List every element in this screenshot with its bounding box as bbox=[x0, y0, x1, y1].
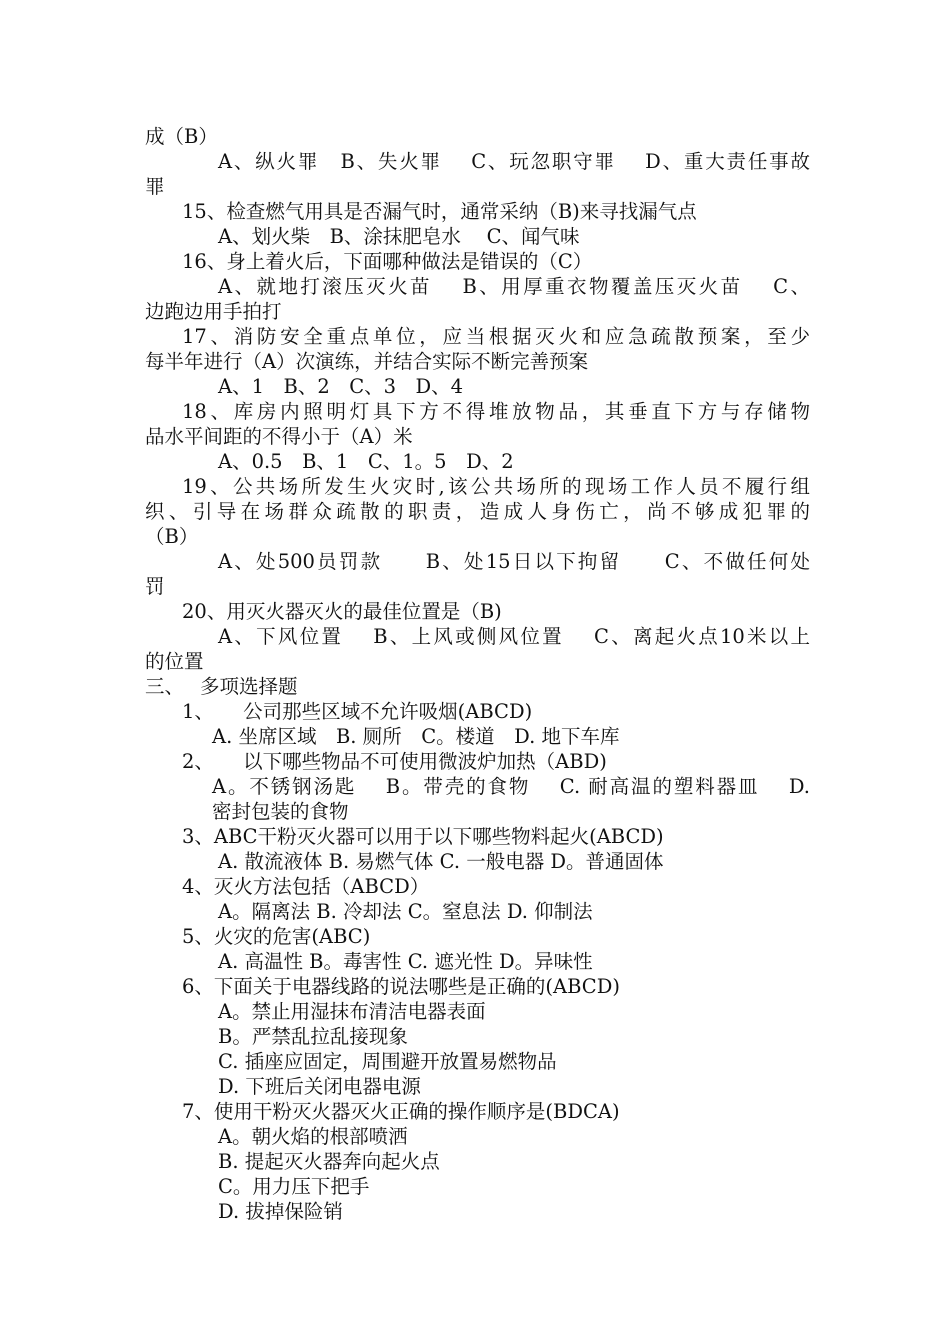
mc-question-2: 2、 以下哪些物品不可使用微波炉加热（ABD) bbox=[182, 750, 607, 773]
text-line: 成（B） bbox=[145, 125, 218, 148]
text-line: 边跑边用手拍打 bbox=[145, 300, 282, 323]
text-line: 罚 bbox=[145, 575, 165, 598]
mc-option-7c: C。用力压下把手 bbox=[218, 1175, 370, 1198]
text-line: （B） bbox=[145, 525, 199, 548]
mc-options-3: A. 散流液体 B. 易燃气体 C. 一般电器 D。普通固体 bbox=[218, 850, 664, 873]
mc-question-4: 4、灭火方法包括（ABCD） bbox=[182, 875, 430, 898]
mc-options-4: A。隔离法 B. 冷却法 C。窒息法 D. 仰制法 bbox=[218, 900, 593, 923]
options-15: A、划火柴 B、涂抹肥皂水 C、闻气味 bbox=[218, 225, 580, 248]
mc-question-6: 6、下面关于电器线路的说法哪些是正确的(ABCD) bbox=[182, 975, 620, 998]
question-15: 15、检查燃气用具是否漏气时，通常采纳（B)来寻找漏气点 bbox=[182, 200, 697, 223]
text-line: 密封包装的食物 bbox=[212, 800, 349, 823]
section-heading: 三、 多项选择题 bbox=[145, 675, 298, 698]
mc-option-7a: A。朝火焰的根部喷洒 bbox=[218, 1125, 408, 1148]
mc-options-1: A. 坐席区域 B. 厕所 C。楼道 D. 地下车库 bbox=[212, 725, 620, 748]
text-line: 的位置 bbox=[145, 650, 204, 673]
mc-question-7: 7、使用干粉灭火器灭火正确的操作顺序是(BDCA) bbox=[182, 1100, 620, 1123]
mc-option-6a: A。禁止用湿抹布清洁电器表面 bbox=[218, 1000, 486, 1023]
mc-question-5: 5、火灾的危害(ABC) bbox=[182, 925, 371, 948]
mc-option-6b: B。严禁乱拉乱接现象 bbox=[218, 1025, 408, 1048]
mc-question-3: 3、ABC干粉灭火器可以用于以下哪些物料起火(ABCD) bbox=[182, 825, 664, 848]
options-18: A、0.5 B、1 C、1。5 D、2 bbox=[218, 450, 514, 473]
mc-option-6c: C. 插座应固定，周围避开放置易燃物品 bbox=[218, 1050, 557, 1073]
question-18: 18、库房内照明灯具下方不得堆放物品，其垂直下方与存储物 bbox=[182, 400, 810, 423]
options-20: A、下风位置 B、上风或侧风位置 C、离起火点10米以上 bbox=[218, 625, 810, 648]
options-16: A、就地打滚压灭火苗 B、用厚重衣物覆盖压灭火苗 C、 bbox=[218, 275, 810, 298]
text-line: A、纵火罪 B、失火罪 C、玩忽职守罪 D、重大责任事故 bbox=[218, 150, 810, 173]
mc-option-7d: D. 拔掉保险销 bbox=[218, 1200, 343, 1223]
question-20: 20、用灭火器灭火的最佳位置是（B) bbox=[182, 600, 502, 623]
mc-question-1: 1、 公司那些区域不允许吸烟(ABCD) bbox=[182, 700, 533, 723]
text-line: 罪 bbox=[145, 175, 165, 198]
question-19: 19、公共场所发生火灾时,该公共场所的现场工作人员不履行组 bbox=[182, 475, 810, 498]
mc-option-7b: B. 提起灭火器奔向起火点 bbox=[218, 1150, 440, 1173]
question-17: 17、消防安全重点单位，应当根据灭火和应急疏散预案，至少 bbox=[182, 325, 810, 348]
mc-option-6d: D. 下班后关闭电器电源 bbox=[218, 1075, 421, 1098]
mc-options-2: A。不锈钢汤匙 B。带壳的食物 C. 耐高温的塑料器皿 D. bbox=[212, 775, 810, 798]
options-19: A、处500员罚款 B、处15日以下拘留 C、不做任何处 bbox=[218, 550, 810, 573]
text-line: 品水平间距的不得小于（A）米 bbox=[145, 425, 413, 448]
text-line: 每半年进行（A）次演练，并结合实际不断完善预案 bbox=[145, 350, 589, 373]
text-line: 织、引导在场群众疏散的职责，造成人身伤亡，尚不够成犯罪的 bbox=[145, 500, 810, 523]
mc-options-5: A. 高温性 B。毒害性 C. 遮光性 D。异味性 bbox=[218, 950, 593, 973]
question-16: 16、身上着火后，下面哪种做法是错误的（C） bbox=[182, 250, 593, 273]
options-17: A、1 B、2 C、3 D、4 bbox=[218, 375, 464, 398]
